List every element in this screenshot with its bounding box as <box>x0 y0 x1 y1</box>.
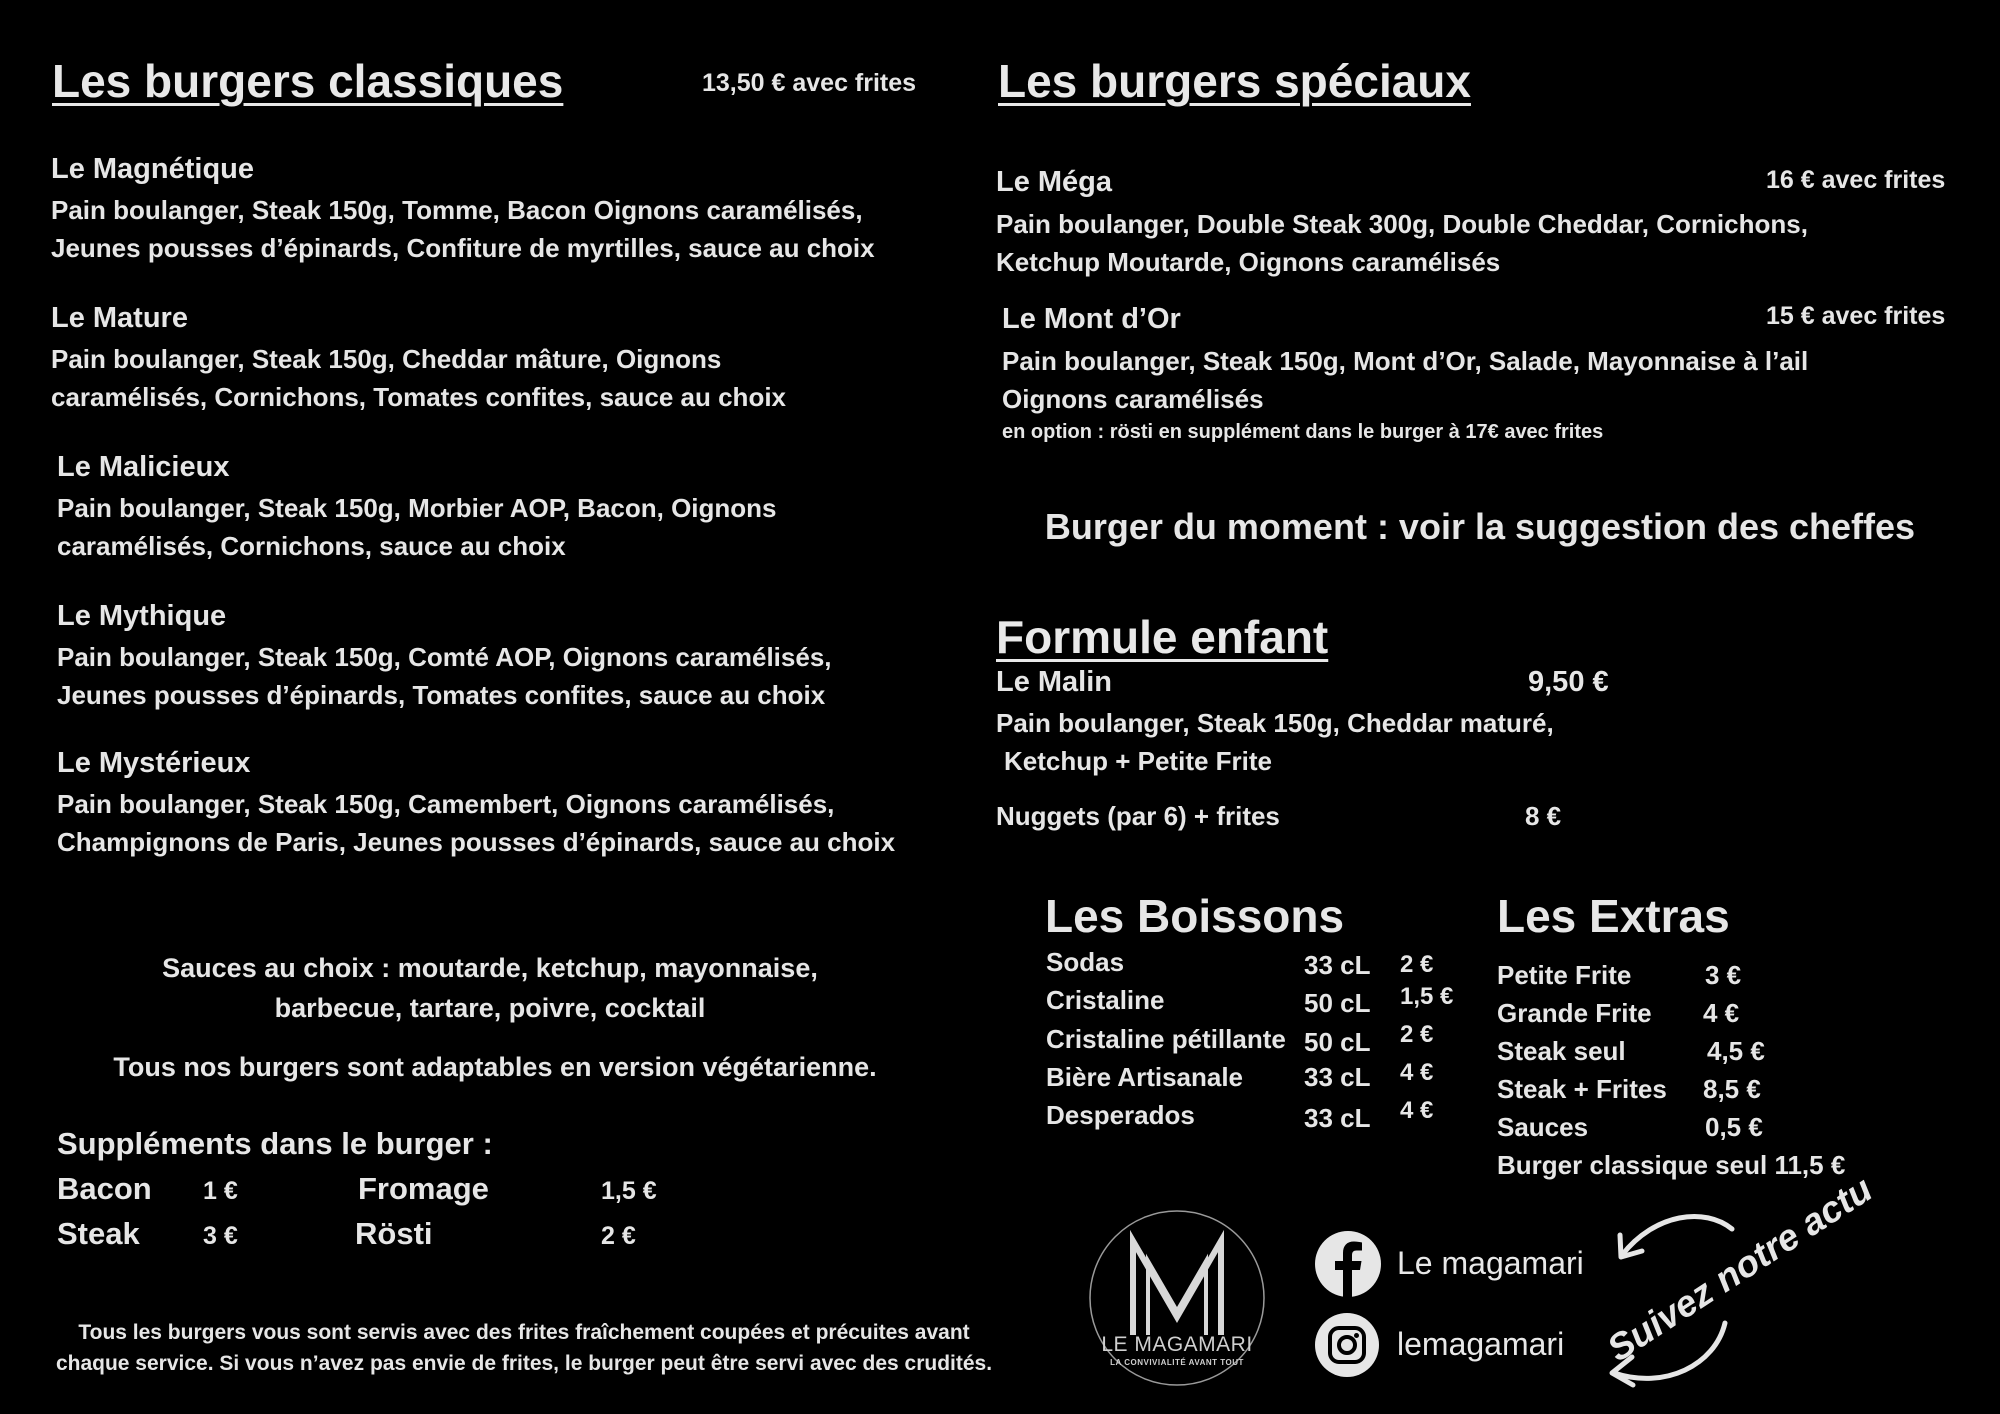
special-name: Le Mont d’Or <box>1002 303 1181 335</box>
burger-name: Le Mature <box>51 302 188 334</box>
instagram-icon[interactable] <box>1314 1312 1380 1378</box>
drink-price: 1,5 € <box>1400 983 1454 1010</box>
supplements-title: Suppléments dans le burger : <box>57 1126 493 1161</box>
suppl-name: Bacon <box>57 1171 152 1206</box>
burger-desc: Pain boulanger, Steak 150g, Camembert, Oignons caramélisés, Champignons de Paris, Jeunes pousses d’épinards, sauce au choix <box>57 789 896 857</box>
special-desc: Pain boulanger, Steak 150g, Mont d’Or, Salade, Mayonnaise à l’ail Oignons caramélisés <box>1002 346 1809 414</box>
enfant-title: Formule enfant <box>996 611 1329 663</box>
footer-line1: Tous les burgers vous sont servis avec des frites fraîchement coupées et précuites avant <box>78 1321 970 1344</box>
boissons-title: Les Boissons <box>1045 890 1345 942</box>
speciaux-title: Les burgers spéciaux <box>998 55 1471 107</box>
drink-price: 4 € <box>1400 1097 1434 1124</box>
drink-name: Cristaline <box>1046 985 1165 1015</box>
drink-name: Cristaline pétillante <box>1046 1024 1286 1054</box>
extras-title: Les Extras <box>1497 890 1730 942</box>
extra-price: 3 € <box>1705 960 1742 990</box>
burger-name: Le Magnétique <box>51 153 255 185</box>
suppl-price: 2 € <box>601 1222 636 1250</box>
enfant-desc-1: Pain boulanger, Steak 150g, Cheddar maturé, <box>996 708 1554 738</box>
classiques-title: Les burgers classiques <box>52 55 564 107</box>
burger-name: Le Malicieux <box>57 451 230 483</box>
instagram-handle[interactable]: lemagamari <box>1397 1326 1565 1362</box>
extra-name: Sauces <box>1497 1112 1589 1142</box>
burger-desc: Pain boulanger, Steak 150g, Tomme, Bacon Oignons caramélisés, Jeunes pousses d’épinards, Confiture de myrtilles, sauce au choix <box>51 195 875 263</box>
burger-desc: Pain boulanger, Steak 150g, Morbier AOP, Bacon, Oignons caramélisés, Cornichons, sauce au choix <box>57 493 777 561</box>
suppl-name: Fromage <box>358 1171 489 1206</box>
extra-name: Grande Frite <box>1497 998 1652 1028</box>
drink-price: 4 € <box>1400 1059 1434 1086</box>
facebook-icon[interactable] <box>1314 1230 1382 1298</box>
suppl-price: 3 € <box>203 1222 238 1250</box>
drink-price: 2 € <box>1400 1021 1434 1048</box>
classiques-price-note: 13,50 € avec frites <box>702 69 917 97</box>
extra-name: Steak + Frites <box>1497 1074 1667 1104</box>
drink-volume: 50 cL <box>1304 1027 1371 1057</box>
suppl-price: 1,5 € <box>601 1177 657 1205</box>
drink-name: Bière Artisanale <box>1046 1062 1244 1092</box>
drink-price: 2 € <box>1400 951 1434 978</box>
enfant-price: 9,50 € <box>1528 666 1609 698</box>
suppl-name: Rösti <box>355 1216 433 1251</box>
extra-name: Petite Frite <box>1497 960 1632 990</box>
follow-text: Suivez notre actu <box>1600 1168 1880 1370</box>
burger-name: Le Mystérieux <box>57 747 251 779</box>
drink-volume: 33 cL <box>1304 950 1371 980</box>
logo-name: LE MAGAMARI <box>1101 1333 1253 1356</box>
veg-note: Tous nos burgers sont adaptables en version végétarienne. <box>113 1052 877 1082</box>
extra-last: Burger classique seul 11,5 € <box>1497 1150 1846 1180</box>
burger-desc: Pain boulanger, Steak 150g, Cheddar mâture, Oignons caramélisés, Cornichons, Tomates confites, sauce au choix <box>51 344 787 412</box>
drink-volume: 50 cL <box>1304 988 1371 1018</box>
drink-volume: 33 cL <box>1304 1062 1371 1092</box>
extra-name: Steak seul <box>1497 1036 1626 1066</box>
facebook-handle[interactable]: Le magamari <box>1397 1245 1584 1281</box>
burger-name: Le Mythique <box>57 600 227 632</box>
extra-price: 4,5 € <box>1707 1036 1765 1066</box>
logo-tagline: LA CONVIVIALITÉ AVANT TOUT <box>1110 1358 1244 1367</box>
extra-price: 8,5 € <box>1703 1074 1761 1104</box>
footer-line2: chaque service. Si vous n’avez pas envie de frites, le burger peut être servi avec des crudités. <box>55 1352 993 1375</box>
enfant-desc-2: Ketchup + Petite Frite <box>1004 746 1272 776</box>
drink-name: Sodas <box>1046 947 1125 977</box>
logo <box>1088 1209 1266 1387</box>
nuggets: Nuggets (par 6) + frites <box>996 801 1280 831</box>
drink-name: Desperados <box>1046 1100 1195 1130</box>
drink-volume: 33 cL <box>1304 1103 1371 1133</box>
suppl-price: 1 € <box>203 1177 238 1205</box>
suppl-name: Steak <box>57 1216 140 1251</box>
special-price: 16 € avec frites <box>1766 166 1946 194</box>
burger-du-moment: Burger du moment : voir la suggestion des cheffes <box>1044 506 1916 547</box>
nuggets-price: 8 € <box>1525 801 1562 831</box>
extra-price: 0,5 € <box>1705 1112 1763 1142</box>
sauces-line2: barbecue, tartare, poivre, cocktail <box>274 993 706 1023</box>
enfant-name: Le Malin <box>996 666 1113 698</box>
burger-desc: Pain boulanger, Steak 150g, Comté AOP, Oignons caramélisés, Jeunes pousses d’épinards, Tomates confites, sauce au choix <box>57 642 832 710</box>
special-price: 15 € avec frites <box>1766 302 1946 330</box>
special-name: Le Méga <box>996 166 1113 198</box>
sauces-line1: Sauces au choix : moutarde, ketchup, mayonnaise, <box>162 953 818 983</box>
extra-price: 4 € <box>1703 998 1740 1028</box>
special-option: en option : rösti en supplément dans le burger à 17€ avec frites <box>1002 421 1604 443</box>
special-desc: Pain boulanger, Double Steak 300g, Double Cheddar, Cornichons, Ketchup Moutarde, Oignons caramélisés <box>996 209 1808 277</box>
